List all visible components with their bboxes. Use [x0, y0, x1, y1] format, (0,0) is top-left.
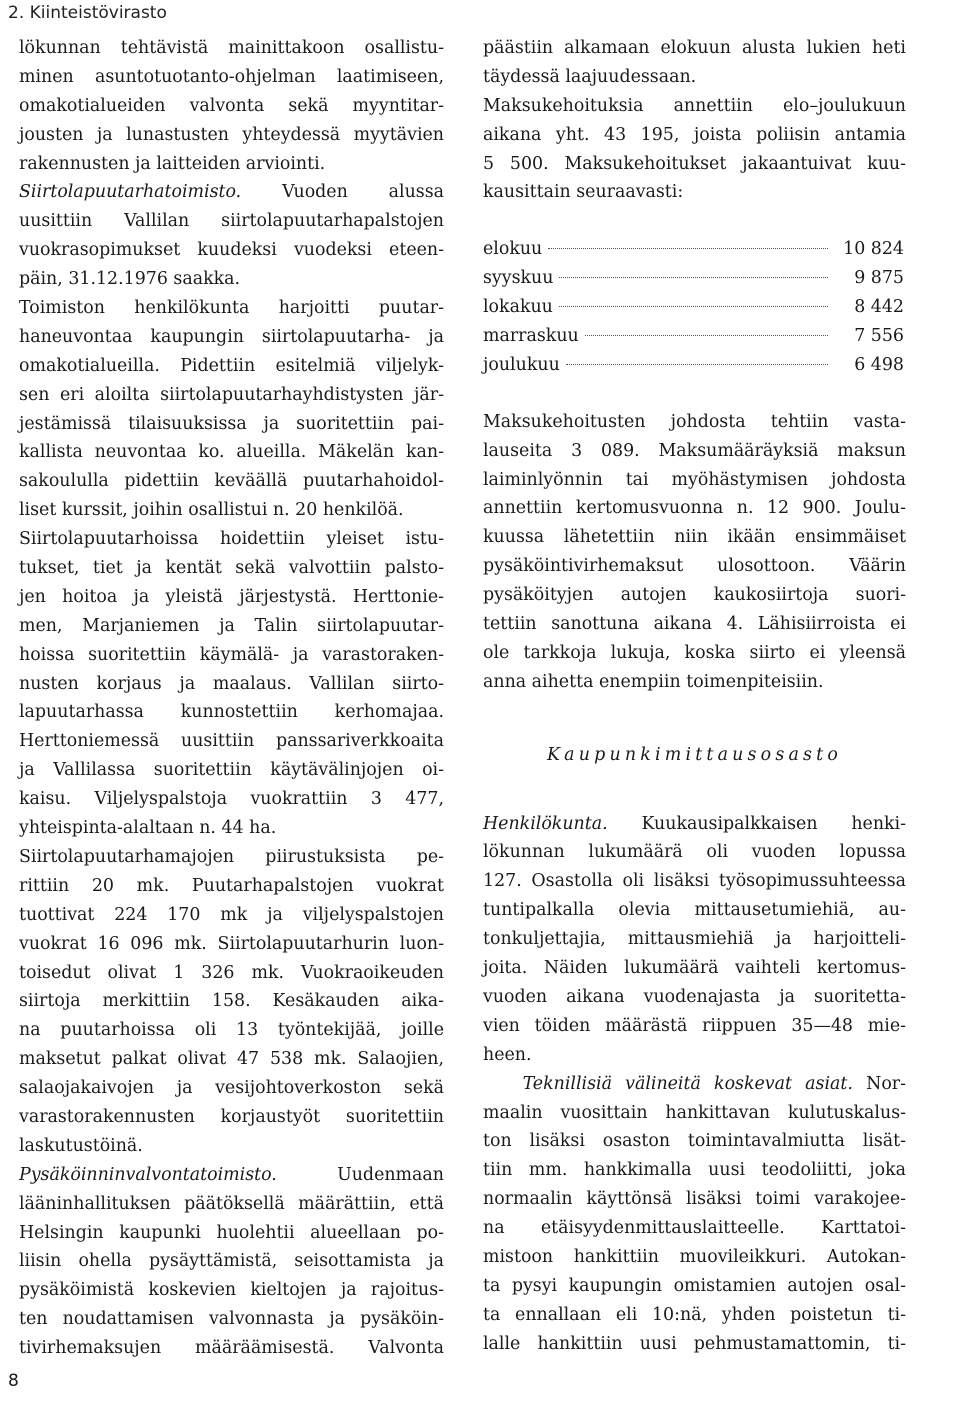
body-line: tettiin sanottuna aikana 4. Lähisiirroista ei: [483, 614, 906, 635]
stat-count: 9 875: [854, 268, 904, 289]
body-line: vuokrat 16 096 mk. Siirtolapuutarhurin luon-: [19, 933, 444, 954]
body-line: pysäköityjen autojen kaukosiirtoja suori-: [483, 585, 906, 606]
body-line: maksetut palkat olivat 47 538 mk. Salaojien,: [19, 1049, 444, 1070]
stat-month: joulukuu: [483, 354, 560, 375]
body-line: Helsingin kaupunki huolehtii alueellaan po-: [19, 1222, 444, 1243]
stat-row: [483, 235, 904, 264]
stat-row: [483, 322, 904, 351]
body-line: varastorakennusten korjaustyöt suoritettiin: [19, 1106, 444, 1127]
body-line: hoissa suoritettiin käymälä- ja varastoraken-: [19, 644, 444, 665]
body-line: jestämissä tilaisuuksissa ja suoritettiin pai-: [19, 413, 444, 434]
body-line: vien töiden määrästä riippuen 35—48 mie-: [483, 1015, 906, 1036]
body-line: haneuvontaa kaupungin siirtolapuutarha- ja: [19, 326, 444, 347]
body-line: omakotialueiden valvonta sekä myyntitar-: [19, 95, 444, 116]
body-text: Vuoden alussa: [282, 182, 444, 203]
stat-count: 6 498: [854, 354, 904, 375]
body-line: joita. Näiden lukumäärä vaihteli kertomus-: [483, 958, 906, 979]
section-lead-siirtolapuutarhatoimisto: Siirtolapuutarhatoimisto.: [19, 182, 242, 203]
body-line: tonkuljettajia, mittausmiehiä ja harjoitteli-: [483, 929, 906, 950]
body-line: tiin mm. hankkimalla uusi teodoliitti, joka: [483, 1160, 906, 1181]
body-line: kuussa lähetettiin niin ikään ensimmäiset: [483, 527, 906, 548]
body-line: uusittiin Vallilan siirtolapuutarhapalstojen: [19, 211, 444, 232]
section-heading: Kaupunkimittausosasto: [546, 744, 843, 765]
right-column: [483, 34, 906, 1359]
body-line: omakotialueilla. Pidettiin esitelmiä viljelyk-: [19, 355, 444, 376]
spacer: [483, 207, 906, 235]
body-line: Siirtolapuutarhoissa hoidettiin yleiset istu-: [19, 529, 444, 550]
running-head: 2. Kiinteistövirasto: [8, 3, 167, 23]
body-line: ta ennallaan eli 10:nä, yhden poistetun ti-: [483, 1304, 906, 1325]
leader-dots: [559, 306, 828, 307]
body-line: na puutarhoissa oli 13 työntekijää, joille: [19, 1020, 444, 1041]
body-line: kaisu. Viljelyspalstoja vuokrattiin 3 477,: [19, 789, 444, 810]
stat-month: syyskuu: [483, 268, 554, 289]
body-line: [19, 1161, 444, 1190]
body-line: rakennusten ja laitteiden arviointi.: [19, 153, 326, 174]
body-line: siirtoja merkittiin 158. Kesäkauden aika-: [19, 991, 444, 1012]
left-column: [19, 34, 444, 1363]
body-line: liisin ohella pysäyttämistä, seisottamista ja: [19, 1251, 444, 1272]
body-line: Maksukehoitusten johdosta tehtiin vasta-: [483, 411, 906, 432]
section-lead-henkilokunta: Henkilökunta.: [483, 813, 608, 834]
body-line: sen eri aloilta siirtolapuutarhayhdistysten jär-: [19, 384, 444, 405]
body-line: rittiin 20 mk. Puutarhapalstojen vuokrat: [19, 875, 444, 896]
body-line: lökunnan lukumäärä oli vuoden lopussa: [483, 842, 906, 863]
body-line: sakoululla pidettiin keväällä puutarhahoidol-: [19, 471, 444, 492]
body-line: aikana yht. 43 195, joista poliisin antamia: [483, 124, 906, 145]
body-line: tukset, tiet ja kentät sekä valvottiin palsto-: [19, 558, 444, 579]
body-line: [19, 178, 444, 207]
body-line: lalle hankittiin uusi pehmustamattomin, ti-: [483, 1333, 906, 1354]
body-line: normaalin käyttönsä lisäksi toimi varakojee-: [483, 1189, 906, 1210]
stat-row: [483, 293, 904, 322]
body-line: ton lisäksi osaston toimintavalmiutta lisät-: [483, 1131, 906, 1152]
body-line: na etäisyydenmittauslaitteelle. Karttatoi-: [483, 1218, 906, 1239]
body-line: lapuutarhassa kunnostettiin kerhomajaa.: [19, 702, 444, 723]
body-line: laiminlyönnin tai myöhästymisen johdosta: [483, 469, 906, 490]
body-line: ta pysyi kaupungin omistamien autojen osal-: [483, 1275, 906, 1296]
body-line: Herttoniemessä uusittiin panssariverkkoaita: [19, 731, 444, 752]
body-text: Nor-: [866, 1073, 906, 1094]
body-line: Maksukehoituksia annettiin elo–joulukuun: [483, 95, 906, 116]
body-text: Kuukausipalkkaisen henki-: [641, 813, 906, 834]
body-line: tivirhemaksujen määräämisestä. Valvonta: [19, 1338, 444, 1359]
body-line: vuokrasopimukset kuudeksi vuodeksi eteen-: [19, 240, 444, 261]
leader-dots: [548, 248, 828, 249]
body-text: Uudenmaan: [337, 1164, 444, 1185]
body-line: pysäköintivirhemaksut ulosottoon. Väärin: [483, 556, 906, 577]
body-line: ole tarkkoja lukuja, koska siirto ei yleensä: [483, 642, 906, 663]
monthly-stats-table: [483, 235, 904, 379]
stat-month: marraskuu: [483, 326, 579, 347]
body-line: täydessä laajuudessaan.: [483, 66, 697, 87]
leader-dots: [559, 277, 828, 278]
leader-dots: [585, 335, 828, 336]
section-lead-tekniset: Teknillisiä välineitä koskevat asiat.: [522, 1073, 853, 1094]
body-line: liset kurssit, joihin osallistui n. 20 henkilöä.: [19, 500, 404, 521]
body-line: laskutustöinä.: [19, 1135, 143, 1156]
body-line: kallista neuvontaa ko. alueilla. Mäkelän kan-: [19, 442, 444, 463]
body-line: anna aihetta enempiin toimenpiteisiin.: [483, 671, 824, 692]
body-line: jousten ja lunastusten yhteydessä myytävien: [19, 124, 444, 145]
body-line: minen asuntotuotanto-ohjelman laatimiseen,: [19, 66, 444, 87]
body-line: men, Marjaniemen ja Talin siirtolapuutar-: [19, 615, 444, 636]
body-line: salaojakaivojen ja vesijohtoverkoston sekä: [19, 1078, 444, 1099]
body-line: tuottivat 224 170 mk ja viljelyspalstojen: [19, 904, 444, 925]
body-line: [483, 1070, 906, 1099]
spacer: [483, 380, 906, 408]
body-line: toisedut olivat 1 326 mk. Vuokraoikeuden: [19, 962, 444, 983]
section-lead-pysakoinninvalvontatoimisto: Pysäköinninvalvontatoimisto.: [19, 1164, 277, 1185]
page-number: 8: [8, 1371, 19, 1391]
spacer: [483, 770, 906, 810]
body-line: yhteispinta-alaltaan n. 44 ha.: [19, 818, 277, 839]
body-line: nusten korjaus ja maalaus. Vallilan siirto-: [19, 673, 444, 694]
body-line: lauseita 3 089. Maksumääräyksiä maksun: [483, 440, 906, 461]
body-line: tuntipalkalla olevia mittausetumiehiä, au-: [483, 900, 906, 921]
stat-count: 8 442: [854, 297, 904, 318]
stat-row: [483, 264, 904, 293]
body-line: lääninhallituksen päätöksellä määrättiin, että: [19, 1193, 444, 1214]
body-line: maalin vuosittain hankittavan kulutuskalus-: [483, 1102, 906, 1123]
body-line: pysäköimistä koskevien kieltojen ja rajoitus-: [19, 1280, 444, 1301]
stat-count: 10 824: [843, 239, 904, 260]
stat-month: elokuu: [483, 239, 543, 260]
body-line: Siirtolapuutarhamajojen piirustuksista pe-: [19, 846, 444, 867]
body-line: 127. Osastolla oli lisäksi työsopimussuhteessa: [483, 871, 906, 892]
body-line: ja Vallilassa suoritettiin käytävälinjojen oi-: [19, 760, 444, 781]
body-line: päin, 31.12.1976 saakka.: [19, 269, 241, 290]
stat-month: lokakuu: [483, 297, 553, 318]
body-line: ten noudattamisen valvonnasta ja pysäköin-: [19, 1309, 444, 1330]
body-line: vuoden aikana vuodenajasta ja suoritetta-: [483, 986, 906, 1007]
body-line: päästiin alkamaan elokuun alusta lukien heti: [483, 38, 906, 58]
body-line: mistoon hankittiin muovileikkuri. Autokan-: [483, 1246, 906, 1267]
body-line: [483, 810, 906, 839]
body-line: kausittain seuraavasti:: [483, 182, 684, 203]
spacer: [483, 697, 906, 741]
body-line: Toimiston henkilökunta harjoitti puutar-: [19, 298, 444, 319]
stat-row: [483, 351, 904, 380]
body-line: lökunnan tehtävistä mainittakoon osallistu-: [19, 38, 444, 58]
body-line: jen hoitoa ja yleistä järjestystä. Herttonie-: [19, 586, 444, 607]
body-line: annettiin kertomusvuonna n. 12 900. Joulu-: [483, 498, 906, 519]
stat-count: 7 556: [854, 326, 904, 347]
leader-dots: [566, 364, 828, 365]
body-line: 5 500. Maksukehoitukset jakaantuivat kuu-: [483, 153, 906, 174]
body-line: heen.: [483, 1044, 532, 1065]
